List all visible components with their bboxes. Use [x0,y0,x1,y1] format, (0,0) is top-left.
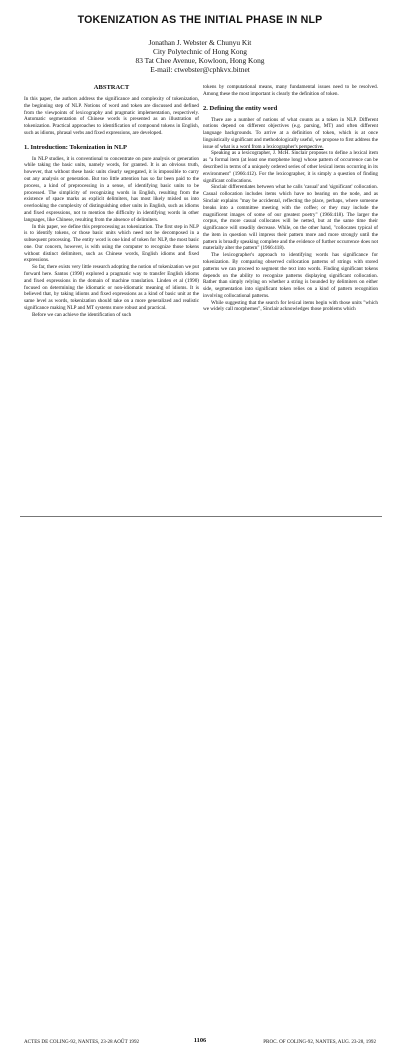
right-column [203,84,378,512]
abstract-text: In this paper, the authors address the significance and complexity of tokenization, the beginning step of NLP. Notions of word and token are discussed and defined from the viewpoints of lexicography and pragmatic implementation, respectively. Automatic segmentation of Chinese words is presented as an illustration of tokenization. Practical approaches to identification of compound tokens in English, such as idioms, phrasal verbs and fixed expressions, are developed. [24,96,199,136]
author-email: E-mail: ctwebster@cphkvx.bitnet [150,65,250,75]
section1-heading: 1. Introduction: Tokenization in NLP [24,143,128,151]
paper-title: TOKENIZATION AS THE INITIAL PHASE IN NLP [77,14,323,26]
author-block [0,38,400,74]
section2-heading: 2. Defining the entity word [203,104,278,112]
footer-left: ACTES DE COLING-92, NANTES, 23-28 AOÛT 1992 [24,1039,140,1045]
section2-p1-underlined: what is a word from a lexicographer's perspective. [220,143,324,150]
right-intro-paragraph: tokens by computational means, many fundamental issues need to be resolved. Among these the most important is clearly the definition of token. [203,84,378,97]
section1-paragraph: In NLP studies, it is conventional to concentrate on pure analysis or generation while taking the basic units, namely words, for granted. It is an obvious truth, however, that without these basic units clearly segregated, it is impossible to carry out any analysis or generation. But too little attention has so far been paid to the process, a kind of preprocessing in a sense, of identifying basic units to be processed. The simplicity of recognizing words in English, resulting from the existence of space marks as explicit delimiters, has most likely misled us into overlooking the complexity of distinguishing other units in English, such as idioms and fixed expressions, not to mention the difficulty in identifying words in other languages, like Chinese, resulting from the absence of delimiters. [24,155,199,223]
page-footer [0,518,400,1045]
section2-paragraph: While suggesting that the search for lexical items begin with those units "which we widely call morphemes", Sinclair acknowledges those problems which [203,299,378,313]
footer-right: PROC. OF COLING-92, NANTES, AUG. 23-28, 1992 [263,1039,376,1045]
abstract-heading: ABSTRACT [93,84,130,91]
section2-paragraph: Sinclair differentiates between what he calls 'casual' and 'significant' collocation. Casual collocation includes items which have no bearing on the node, and as Sinclair explains "may be accidental, reflecting the place, perhaps, where someone breaks into a committee meeting with the coffee; or they may include the magnificent images of some of our greatest poetry" (1966:418). The larger the corpus, the more casual collocates will be netted, but at the same time their significance will steadily decrease. While, on the other hand, "collocates typical of the item in question will impress their pattern more and more strongly until the pattern is broadly speaking complete and the evidence of further occurrence does not materially alter the pattern" (1966:418). [203,184,378,252]
footer-rule [20,516,382,517]
section2-paragraph: The lexicographer's approach to identifying words has significance for tokenization. By comparing observed collocation patterns of strings with stored patterns we can proceed to segment the text into words. Finding significant tokens depends on the ability to recognize patterns displaying significant collocation. Rather than simply relying on whether a string is bounded by delimiters on either side, segmentation into significant token relies on a kind of pattern recognition involving collocational patterns. [203,252,378,299]
left-column [24,84,199,512]
section1-paragraph: In this paper, we define this preprocessing as tokenization. The first step in NLP is to identify tokens, or those basic units which need not be decomposed in a subsequent processing. The entity word is one kind of token for NLP, the most basic one. Our concern, however, is with using the computer to recognize those tokens without distinct delimiters, such as Chinese words, English idioms and fixed expressions. [24,223,199,264]
section2-paragraph [203,117,378,151]
section2-p1-text: There are a number of notions of what counts as a token in NLP. Different notions depend on different objectives (e.g. parsing, MT) and often different language backgrounds. To arrive at a definition of token, which is at once linguistically significant and methodologically useful, we propose to first address the issue of [203,116,378,150]
author-affiliation: City Polytechnic of Hong Kong [152,47,248,57]
author-names: Jonathan J. Webster & Chunyu Kit [148,38,252,47]
section1-paragraph: Before we can achieve the identification of such [32,311,132,318]
section2-paragraph: Speaking as a lexicographer, J. McH. Sinclair proposes to define a lexical item as "a formal item (at least one morpheme long) whose pattern of occurrence can be described in terms of a uniquely ordered series of other lexical items occurring in its environment" (1966:412). For the lexicographer, it is simply a question of finding significant collocations. [203,150,378,184]
author-address: 83 Tat Chee Avenue, Kowloon, Hong Kong [135,56,265,66]
section1-paragraph: So far, there exists very little research adopting the notion of tokenization we put forward here. Santos (1990) explored a pragmatic way to transfer English idioms and fixed expressions in the domain of machine translation. Linden et al (1990) focused on determining the idiomatic or non-idiomatic meaning of idioms. It is believed that, by taking idioms and fixed expressions as a kind of basic unit at the same level as words, tokenization should take on a more generalized and realistic significance making NLP and MT systems more robust and practical. [24,264,199,311]
page-number: 1106 [193,1037,207,1044]
